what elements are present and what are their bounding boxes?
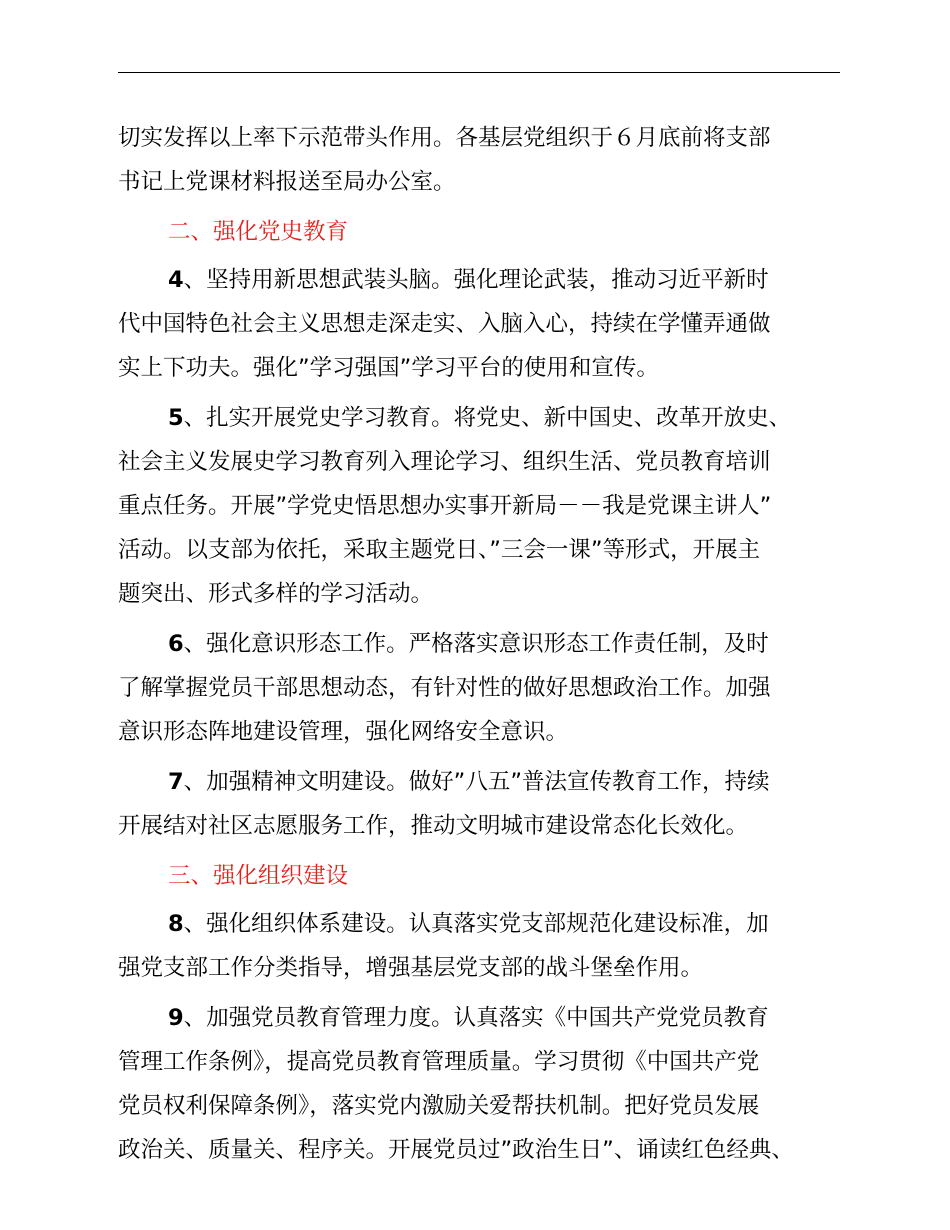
paragraph-first-line	[118, 902, 840, 946]
text-line: 切实发挥以上率下示范带头作用。各基层党组织于６月底前将支部	[118, 125, 771, 151]
paragraph-8	[118, 902, 840, 990]
item-number: 7	[168, 769, 184, 795]
item-number: 9	[168, 1005, 184, 1031]
paragraph-9	[118, 996, 840, 1172]
paragraph-first-line	[118, 996, 840, 1040]
text-line: 社会主义发展史学习教育列入理论学习、组织生活、党员教育培训	[118, 449, 771, 475]
text-line: 实上下功夫。强化”学习强国”学习平台的使用和宣传。	[118, 355, 659, 381]
paragraph-lead-text: 、强化组织体系建设。认真落实党支部规范化建设标准，加	[183, 911, 769, 937]
paragraph-lead-text: 、加强党员教育管理力度。认真落实《中国共产党党员教育	[183, 1005, 769, 1031]
paragraph-5	[118, 396, 840, 616]
paragraph-lead-text: 、加强精神文明建设。做好”八五”普法宣传教育工作，持续	[183, 769, 770, 795]
text-line: 政治关、质量关、程序关。开展党员过”政治生日”、诵读红色经典、	[118, 1137, 794, 1163]
header-rule	[118, 72, 840, 73]
text-line: 管理工作条例》，提高党员教育管理质量。学习贯彻《中国共产党	[118, 1049, 760, 1075]
text-line: 题突出、形式多样的学习活动。	[118, 581, 434, 607]
text-line: 活动。以支部为依托，采取主题党日、”三会一课”等形式，开展主	[118, 537, 761, 563]
paragraph-lead-text: 、坚持用新思想武装头脑。强化理论武装，推动习近平新时	[183, 267, 769, 293]
item-number: 4	[168, 267, 184, 293]
item-number: 8	[168, 911, 184, 937]
text-line: 强党支部工作分类指导，增强基层党支部的战斗堡垒作用。	[118, 955, 704, 981]
text-line: 书记上党课材料报送至局办公室。	[118, 169, 456, 195]
paragraph-6	[118, 622, 840, 754]
text-line: 了解掌握党员干部思想动态，有针对性的做好思想政治工作。加强	[118, 675, 771, 701]
text-line: 开展结对社区志愿服务工作，推动文明城市建设常态化长效化。	[118, 813, 749, 839]
text-line: 重点任务。开展”学党史悟思想办实事开新局－－我是党课主讲人”	[118, 493, 772, 519]
text-line: 党员权利保障条例》，落实党内激励关爱帮扶机制。把好党员发展	[118, 1093, 760, 1119]
text-line: 代中国特色社会主义思想走深走实、入脑入心，持续在学懂弄通做	[118, 311, 771, 337]
continuation-paragraph	[118, 116, 840, 204]
paragraph-lead-text: 、强化意识形态工作。严格落实意识形态工作责任制，及时	[183, 631, 769, 657]
paragraph-4	[118, 258, 840, 390]
document-body	[118, 116, 840, 1172]
paragraph-first-line	[118, 396, 840, 440]
paragraph-first-line	[118, 622, 840, 666]
item-number: 5	[168, 405, 184, 431]
paragraph-lead-text: 、扎实开展党史学习教育。将党史、新中国史、改革开放史、	[183, 405, 792, 431]
text-line: 意识形态阵地建设管理，强化网络安全意识。	[118, 719, 569, 745]
section-heading-organization-building: 三、强化组织建设	[168, 863, 349, 889]
paragraph-7	[118, 760, 840, 848]
paragraph-first-line	[118, 760, 840, 804]
paragraph-first-line	[118, 258, 840, 302]
section-heading-history-education: 二、强化党史教育	[168, 219, 349, 245]
item-number: 6	[168, 631, 184, 657]
